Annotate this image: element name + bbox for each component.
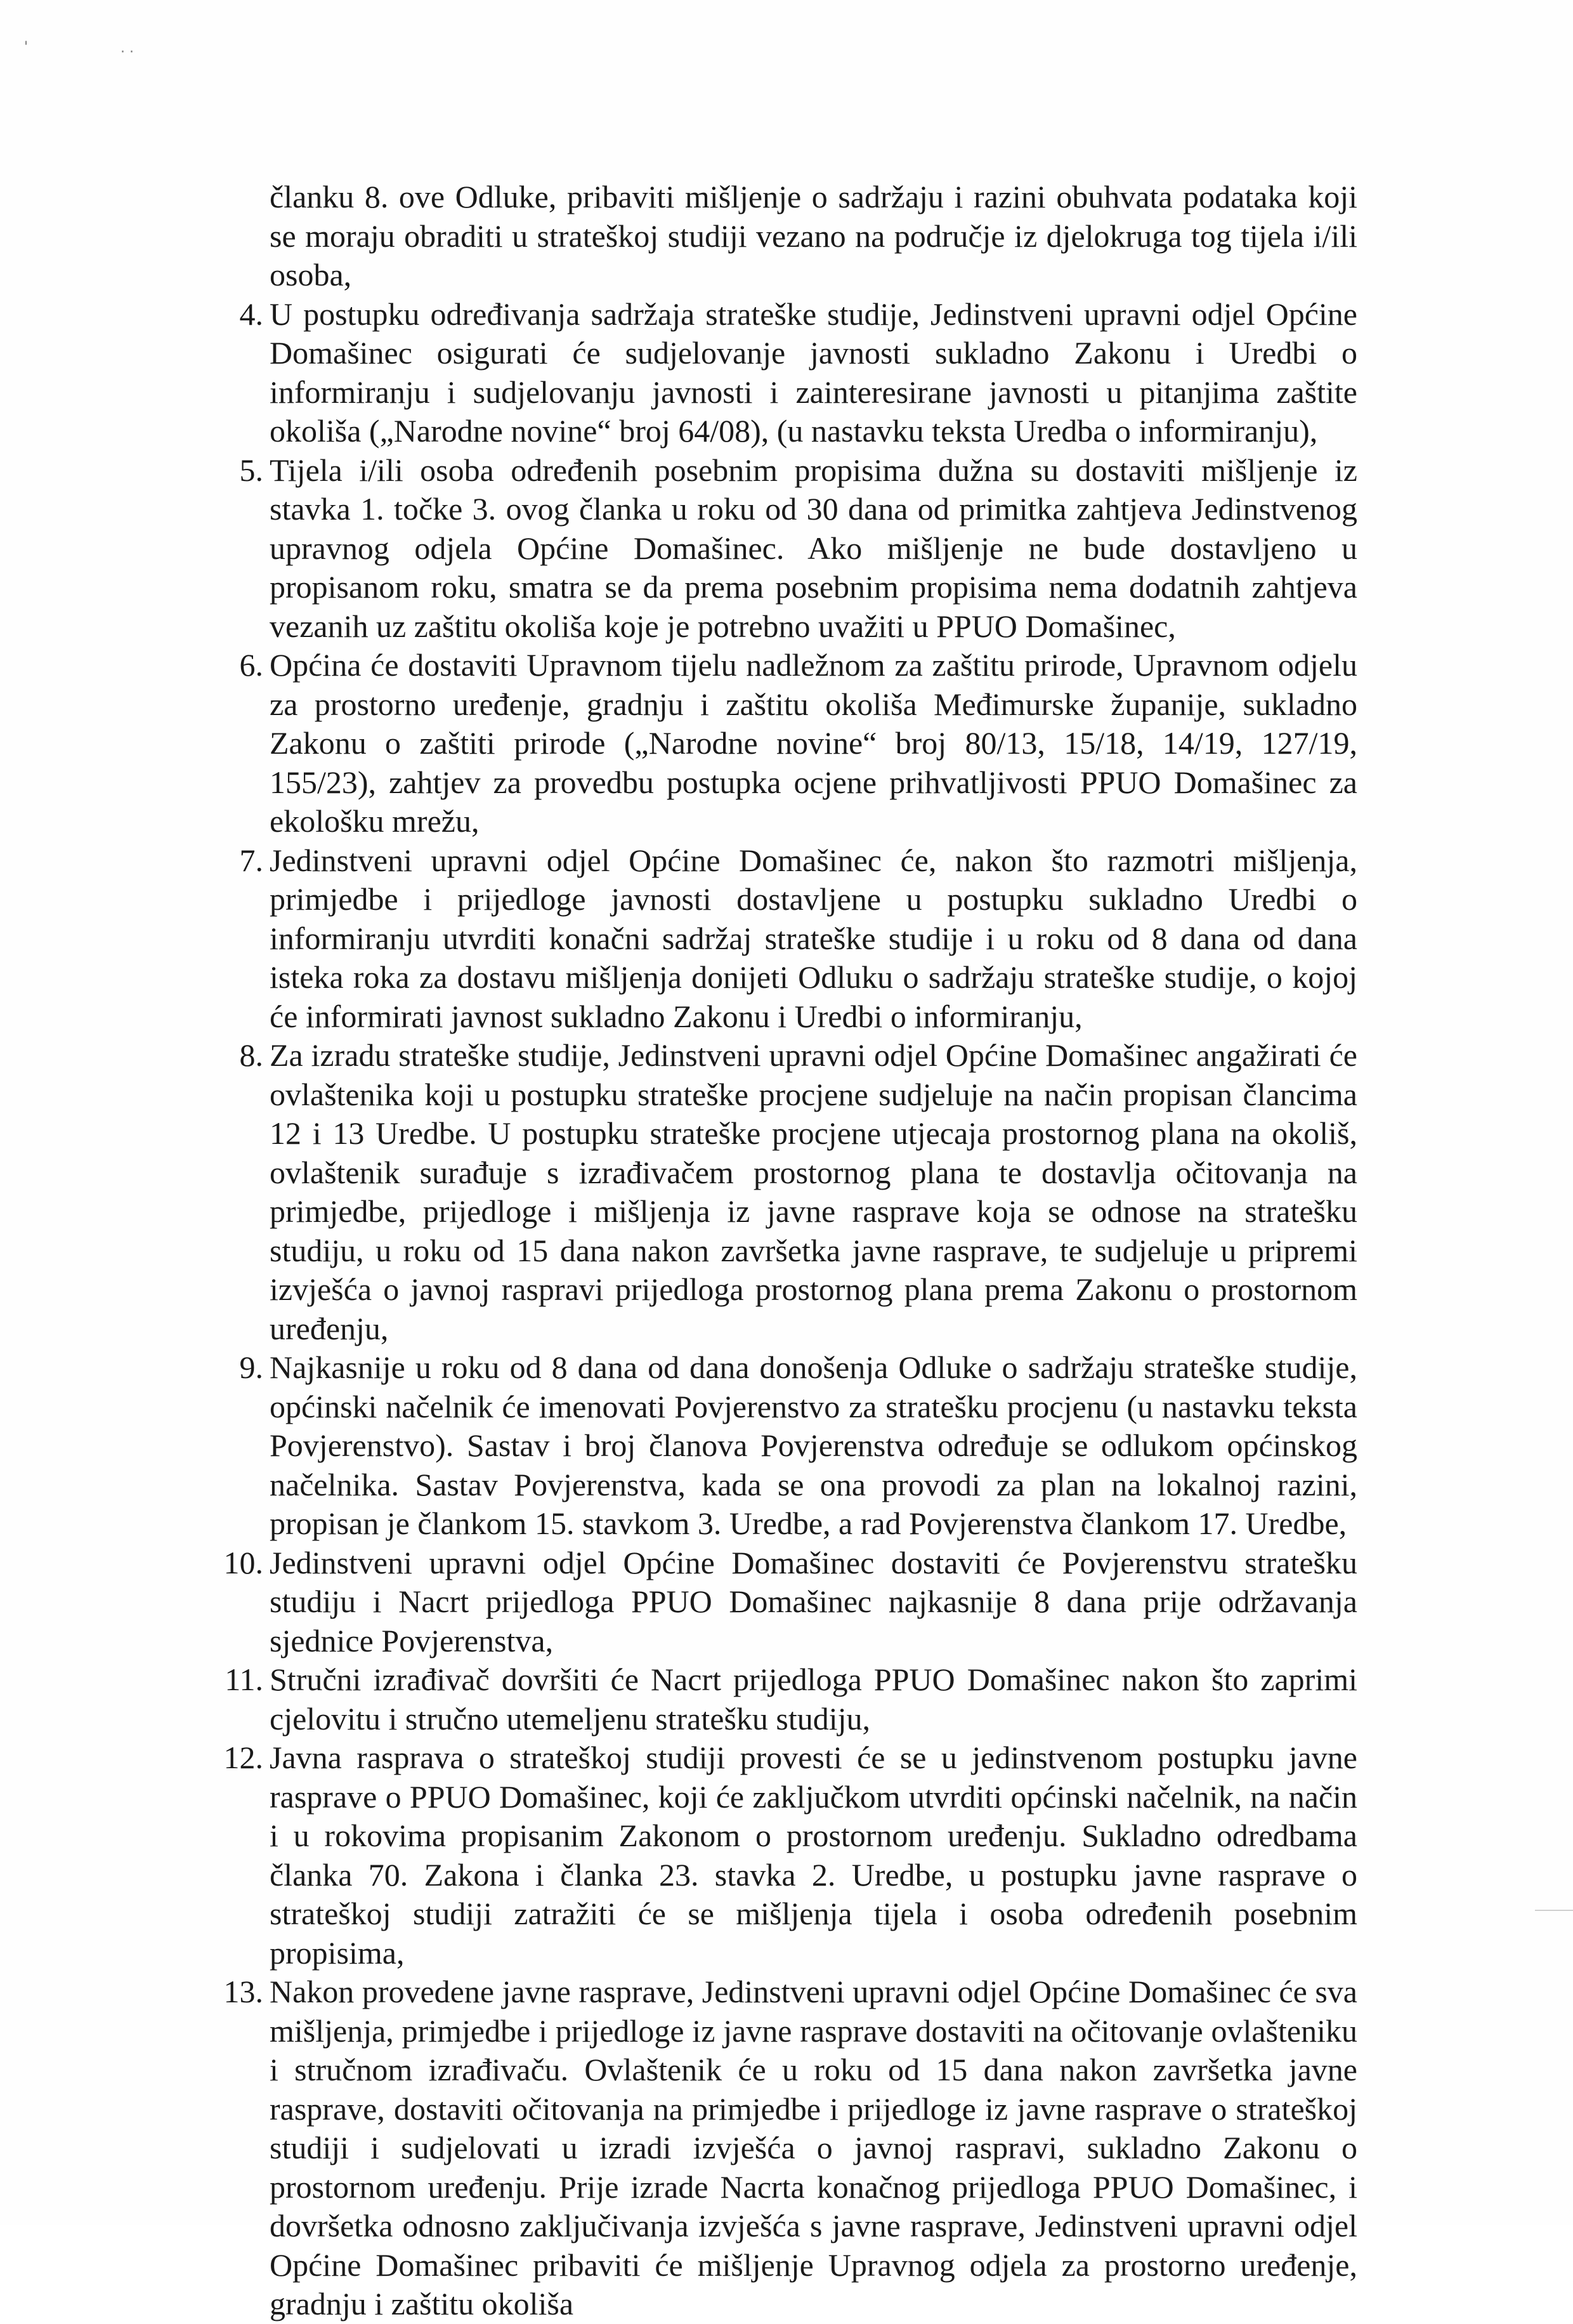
list-item-text: U postupku određivanja sadržaja strateške studije, Jedinstveni upravni odjel Općine Domašinec osigurati će sudjelovanje javnosti sukladno Zakonu i Uredbi o informiranju i sudjelovanju javnosti i zainteresirane javnosti u pitanjima zaštite okoliša („Narodne novine“ broj 64/08), (u nastavku teksta Uredba o informiranju), xyxy=(270,296,1357,449)
scan-edge-line xyxy=(1535,1910,1573,1911)
list-item xyxy=(216,295,1357,451)
scan-artifact: ' xyxy=(24,39,29,55)
list-item-number: 13. xyxy=(223,1974,263,2009)
list-item-number: 4. xyxy=(239,296,263,332)
list-item xyxy=(216,646,1357,841)
list-item xyxy=(216,1544,1357,1661)
intro-paragraph: članku 8. ove Odluke, pribaviti mišljenje o sadržaju i razini obuhvata podataka koji se moraju obraditi u strateškoj studiji vezano na područje iz djelokruga tog tijela i/ili osoba, xyxy=(270,179,1357,292)
list-item-text: Općina će dostaviti Upravnom tijelu nadležnom za zaštitu prirode, Upravnom odjelu za prostorno uređenje, gradnju i zaštitu okoliša Međimurske županije, sukladno Zakonu o zaštiti prirode („Narodne novine“ broj 80/13, 15/18, 14/19, 127/19, 155/23), zahtjev za provedbu postupka ocjene prihvatljivosti PPUO Domašinec za ekološku mrežu, xyxy=(270,647,1357,839)
list-item-text: Javna rasprava o strateškoj studiji provesti će se u jedinstvenom postupku javne rasprave o PPUO Domašinec, koji će zaključkom utvrditi općinski načelnik, na način i u rokovima propisanim Zakonom o prostornom uređenju. Sukladno odredbama članka 70. Zakona i članka 23. stavka 2. Uredbe, u postupku javne rasprave o strateškoj studiji zatražiti će se mišljenja tijela i osoba određenih posebnim propisima, xyxy=(270,1740,1357,1971)
list-item-number: 7. xyxy=(239,842,263,878)
list-item xyxy=(216,1036,1357,1348)
list-item-text: Nakon provedene javne rasprave, Jedinstveni upravni odjel Općine Domašinec će sva mišljenja, primjedbe i prijedloge iz javne rasprave dostaviti na očitovanje ovlašteniku i stručnom izrađivaču. Ovlaštenik će u roku od 15 dana nakon završetka javne rasprave, dostaviti očitovanja na primjedbe i prijedloge iz javne rasprave o strateškoj studiji i sudjelovati u izradi izvješća o javnoj raspravi, sukladno Zakonu o prostornom uređenju. Prije izrade Nacrta konačnog prijedloga PPUO Domašinec, i dovršetka odnosno zaključivanja izvješća s javne rasprave, Jedinstveni upravni odjel Općine Domašinec pribaviti će mišljenje Upravnog odjela za prostorno uređenje, gradnju i zaštitu okoliša xyxy=(270,1974,1357,2321)
list-item-number: 5. xyxy=(239,452,263,488)
list-item xyxy=(216,451,1357,647)
list-item xyxy=(216,841,1357,1037)
list-item-text: Stručni izrađivač dovršiti će Nacrt prijedloga PPUO Domašinec nakon što zaprimi cjelovitu i stručno utemeljenu stratešku studiju, xyxy=(270,1662,1357,1736)
list-item xyxy=(216,1973,1357,2324)
scan-artifact: · · xyxy=(121,44,134,60)
list-item-number: 12. xyxy=(223,1740,263,1775)
list-item-text: Jedinstveni upravni odjel Općine Domašinec će, nakon što razmotri mišljenja, primjedbe i prijedloge javnosti dostavljene u postupku sukladno Uredbi o informiranju utvrditi konačni sadržaj strateške studije i u roku od 8 dana od dana isteka roka za dostavu mišljenja donijeti Odluku o sadržaju strateške studije, o kojoj će informirati javnost sukladno Zakonu i Uredbi o informiranju, xyxy=(270,842,1357,1034)
list-item-number: 6. xyxy=(239,647,263,683)
list-item xyxy=(216,1348,1357,1544)
list-item-text: Za izradu strateške studije, Jedinstveni upravni odjel Općine Domašinec angažirati će ovlaštenika koji u postupku strateške procjene sudjeluje na način propisan člancima 12 i 13 Uredbe. U postupku strateške procjene utjecaja prostornog plana na okoliš, ovlaštenik surađuje s izrađivačem prostornog plana te dostavlja očitovanja na primjedbe, prijedloge i mišljenja iz javne rasprave koja se odnose na stratešku studiju, u roku od 15 dana nakon završetka javne rasprave, te sudjeluje u pripremi izvješća o javnoj raspravi prijedloga prostornog plana prema Zakonu o prostornom uređenju, xyxy=(270,1037,1357,1346)
list-item-number: 9. xyxy=(239,1349,263,1385)
list-item-text: Tijela i/ili osoba određenih posebnim propisima dužna su dostaviti mišljenje iz stavka 1. točke 3. ovog članka u roku od 30 dana od primitka zahtjeva Jedinstvenog upravnog odjela Općine Domašinec. Ako mišljenje ne bude dostavljeno u propisanom roku, smatra se da prema posebnim propisima nema dodatnih zahtjeva vezanih uz zaštitu okoliša koje je potrebno uvažiti u PPUO Domašinec, xyxy=(270,452,1357,644)
list-item xyxy=(216,1738,1357,1973)
list-item-number: 10. xyxy=(223,1544,263,1580)
list-item-number: 11. xyxy=(225,1662,263,1697)
list-item xyxy=(216,1660,1357,1738)
document-body xyxy=(216,178,1357,2324)
list-item-text: Jedinstveni upravni odjel Općine Domašinec dostaviti će Povjerenstvu stratešku studiju i Nacrt prijedloga PPUO Domašinec najkasnije 8 dana prije održavanja sjednice Povjerenstva, xyxy=(270,1544,1357,1658)
list-item-text: Najkasnije u roku od 8 dana od dana donošenja Odluke o sadržaju strateške studije, općinski načelnik će imenovati Povjerenstvo za stratešku procjenu (u nastavku teksta Povjerenstvo). Sastav i broj članova Povjerenstva određuje se odlukom općinskog načelnika. Sastav Povjerenstva, kada se ona provodi za plan na lokalnoj razini, propisan je člankom 15. stavkom 3. Uredbe, a rad Povjerenstva člankom 17. Uredbe, xyxy=(270,1349,1357,1541)
list-item-number: 8. xyxy=(239,1037,263,1073)
